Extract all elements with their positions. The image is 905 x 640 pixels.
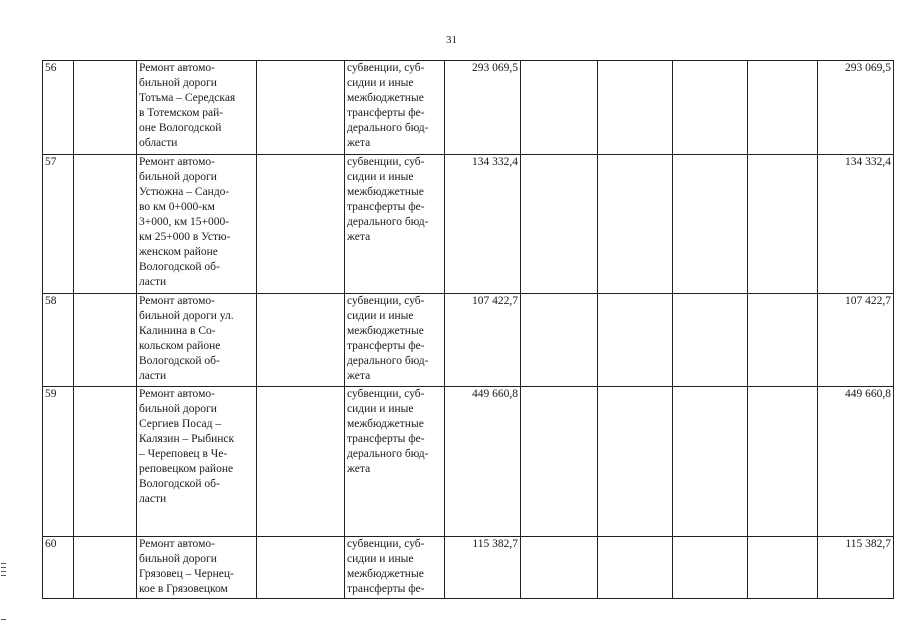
empty-cell xyxy=(748,155,818,294)
empty-cell xyxy=(521,537,598,599)
merged-cell xyxy=(257,61,345,155)
empty-cell xyxy=(598,537,673,599)
total-cell: 134 332,4 xyxy=(818,155,894,294)
empty-cell xyxy=(74,294,137,387)
total-cell: 293 069,5 xyxy=(818,61,894,155)
total-cell: 107 422,7 xyxy=(818,294,894,387)
object-name: Ремонт автомо- бильной дороги Сергиев Посад – Калязин – Рыбинск – Череповец в Че- реповецком районе Вологодской об- ласти xyxy=(137,387,257,537)
amount-cell: 107 422,7 xyxy=(445,294,521,387)
empty-cell xyxy=(521,155,598,294)
merged-cell xyxy=(257,387,345,537)
funding-source: субвенции, суб- сидии и иные межбюджетные трансферты фе- дерального бюд- жета xyxy=(345,61,445,155)
amount-cell: 115 382,7 xyxy=(445,537,521,599)
empty-cell xyxy=(598,61,673,155)
page-number: 31 xyxy=(446,34,457,46)
table-row xyxy=(43,294,894,387)
empty-cell xyxy=(748,387,818,537)
funding-source: субвенции, суб- сидии и иные межбюджетные трансферты фе- дерального бюд- жета xyxy=(345,155,445,294)
empty-cell xyxy=(598,155,673,294)
empty-cell xyxy=(598,387,673,537)
empty-cell xyxy=(748,537,818,599)
merged-cell xyxy=(257,294,345,387)
empty-cell xyxy=(74,61,137,155)
empty-cell xyxy=(673,155,748,294)
table-row xyxy=(43,537,894,599)
merged-cell xyxy=(257,537,345,599)
empty-cell xyxy=(673,294,748,387)
empty-cell xyxy=(521,294,598,387)
row-number: 56 xyxy=(43,61,74,155)
merged-cell xyxy=(257,155,345,294)
amount-cell: 293 069,5 xyxy=(445,61,521,155)
row-number: 57 xyxy=(43,155,74,294)
total-cell: 449 660,8 xyxy=(818,387,894,537)
amount-cell: 449 660,8 xyxy=(445,387,521,537)
object-name: Ремонт автомо- бильной дороги Тотьма – Середская в Тотемском рай- оне Вологодской области xyxy=(137,61,257,155)
empty-cell xyxy=(521,61,598,155)
object-name: Ремонт автомо- бильной дороги Грязовец – Чернец- кое в Грязовецком xyxy=(137,537,257,599)
table-row xyxy=(43,61,894,155)
empty-cell xyxy=(748,294,818,387)
funding-source: субвенции, суб- сидии и иные межбюджетные трансферты фе- дерального бюд- жета xyxy=(345,387,445,537)
budget-table xyxy=(42,60,894,599)
empty-cell xyxy=(74,387,137,537)
empty-cell xyxy=(748,61,818,155)
empty-cell xyxy=(74,537,137,599)
empty-cell xyxy=(521,387,598,537)
table-row xyxy=(43,155,894,294)
empty-cell xyxy=(74,155,137,294)
funding-source: субвенции, суб- сидии и иные межбюджетные трансферты фе- xyxy=(345,537,445,599)
margin-marks xyxy=(0,563,8,623)
object-name: Ремонт автомо- бильной дороги Устюжна – Сандо- во км 0+000-км 3+000, км 15+000- км 25+000 в Устю- женском районе Вологодской об- ласти xyxy=(137,155,257,294)
table-row xyxy=(43,387,894,537)
object-name: Ремонт автомо- бильной дороги ул. Калинина в Со- кольском районе Вологодской об- ласти xyxy=(137,294,257,387)
empty-cell xyxy=(673,387,748,537)
row-number: 59 xyxy=(43,387,74,537)
empty-cell xyxy=(673,61,748,155)
empty-cell xyxy=(673,537,748,599)
row-number: 60 xyxy=(43,537,74,599)
empty-cell xyxy=(598,294,673,387)
amount-cell: 134 332,4 xyxy=(445,155,521,294)
row-number: 58 xyxy=(43,294,74,387)
total-cell: 115 382,7 xyxy=(818,537,894,599)
funding-source: субвенции, суб- сидии и иные межбюджетные трансферты фе- дерального бюд- жета xyxy=(345,294,445,387)
